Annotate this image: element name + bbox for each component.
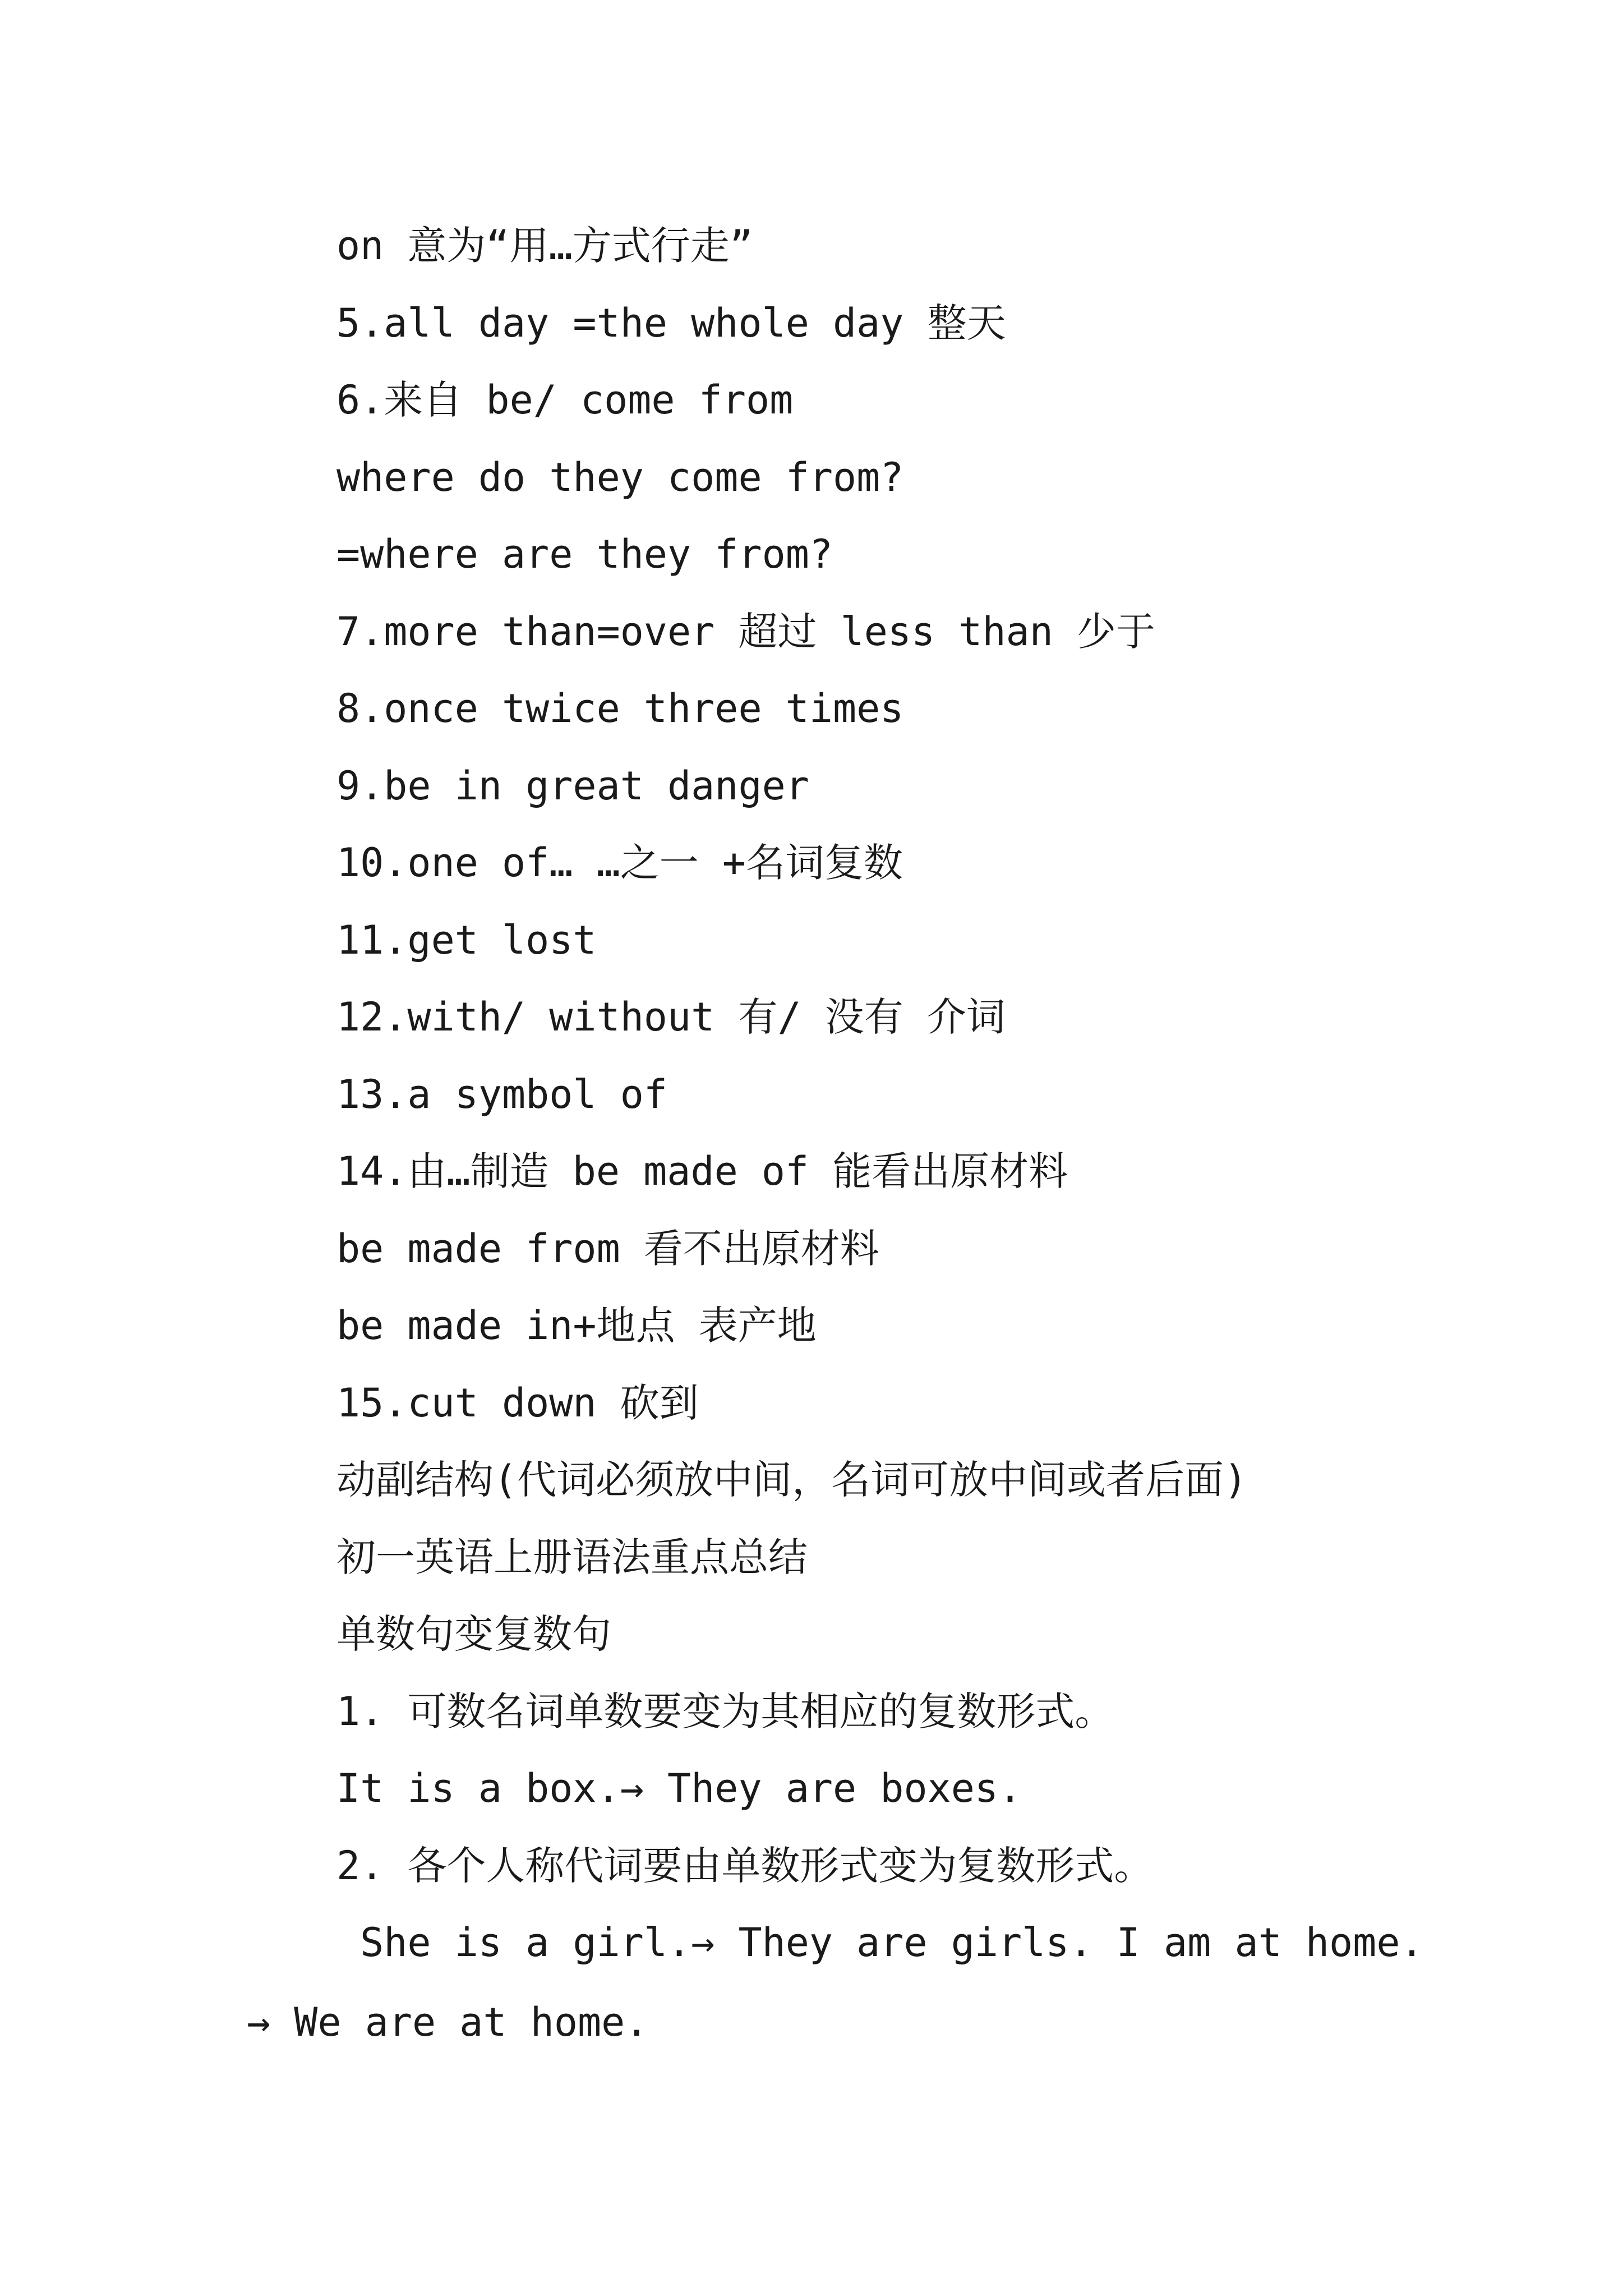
text-line: =where are they from?: [336, 531, 833, 577]
document-body: [336, 208, 1424, 1982]
text-line: 8.once twice three times: [336, 685, 904, 731]
text-line: 15.cut down 砍到: [336, 1379, 699, 1426]
text-line: 动副结构(代词必须放中间，名词可放中间或者后面): [336, 1457, 1248, 1503]
text-line: 9.be in great danger: [336, 762, 809, 809]
text-line: 7.more than=over 超过 less than 少于: [336, 608, 1156, 655]
text-line: 2. 各个人称代词要由单数形式变为复数形式。: [336, 1842, 1154, 1889]
text-line: 1. 可数名词单数要变为其相应的复数形式。: [336, 1688, 1114, 1734]
wrapped-continuation-line: → We are at home.: [247, 1999, 649, 2045]
example-line: She is a girl.→ They are girls. I am at home.: [336, 1920, 1424, 1966]
text-line: 13.a symbol of: [336, 1071, 668, 1117]
text-line: 10.one of… …之一 +名词复数: [336, 840, 903, 886]
text-line: 6.来自 be/ come from: [336, 377, 794, 423]
section-heading: 初一英语上册语法重点总结: [336, 1534, 808, 1580]
text-line: be made from 看不出原材料: [336, 1225, 879, 1272]
text-line: on 意为“用…方式行走”: [336, 223, 753, 269]
example-line: It is a box.→ They are boxes.: [336, 1765, 1022, 1811]
subsection-heading: 单数句变复数句: [336, 1611, 611, 1657]
text-line: 14.由…制造 be made of 能看出原材料: [336, 1148, 1068, 1194]
text-line: be made in+地点 表产地: [336, 1303, 817, 1349]
text-line: 5.all day =the whole day 整天: [336, 300, 1006, 346]
text-line: 11.get lost: [336, 917, 597, 963]
text-line: 12.with/ without 有/ 没有 介词: [336, 994, 1006, 1040]
text-line: where do they come from?: [336, 454, 904, 500]
